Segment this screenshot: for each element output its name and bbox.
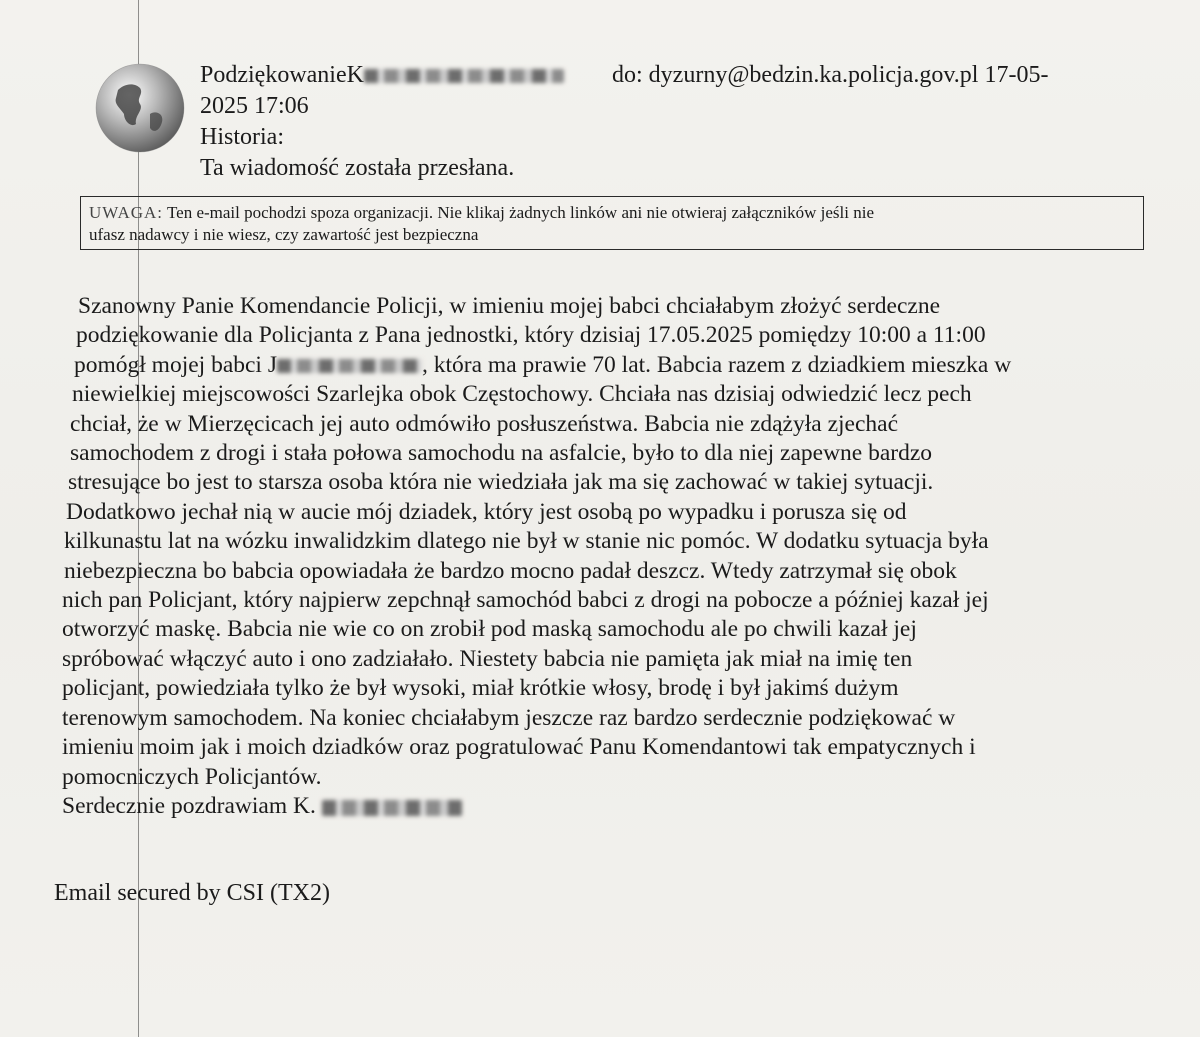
email-datetime: 2025 17:06 <box>200 93 309 119</box>
body-line: niebezpieczna bo babcia opowiadała że bardzo mocno padał deszcz. Wtedy zatrzymał się obok <box>64 557 957 584</box>
redacted-name <box>364 69 564 83</box>
signature-line: Serdecznie pozdrawiam K. <box>62 792 1172 821</box>
email-header <box>200 60 1140 184</box>
redacted-name <box>277 359 422 373</box>
body-line: pomógł mojej babci J , która ma prawie 70 lat. Babcia razem z dziadkiem mieszka w <box>74 351 1012 378</box>
body-line: terenowym samochodem. Na koniec chciałabym jeszcze raz bardzo serdecznie podziękować w <box>62 704 956 731</box>
email-footer: Email secured by CSI (TX2) <box>54 880 330 906</box>
body-line: imieniu moim jak i moich dziadków oraz pogratulować Panu Komendantowi tak empatycznych i <box>62 734 976 761</box>
forward-note: Ta wiadomość została przesłana. <box>200 155 515 181</box>
globe-icon <box>90 58 190 158</box>
email-subject: PodziękowanieK <box>200 62 364 88</box>
history-label: Historia: <box>200 124 284 150</box>
external-email-warning <box>80 196 1144 250</box>
body-line: samochodem z drogi i stała połowa samochodu na asfalcie, było to dla niej zapewne bardzo <box>70 440 933 467</box>
email-recipient: do: dyzurny@bedzin.ka.policja.gov.pl 17-05- <box>612 62 1049 88</box>
body-line: pomocniczych Policjantów. <box>62 763 322 790</box>
warning-line-2: ufasz nadawcy i nie wiesz, czy zawartość jest bezpieczna <box>89 225 479 244</box>
redacted-name <box>322 800 462 816</box>
body-line: niewielkiej miejscowości Szarlejka obok Częstochowy. Chciała nas dzisiaj odwiedzić lecz pech <box>72 381 972 408</box>
body-line: chciał, że w Mierzęcicach jej auto odmówiło posłuszeństwa. Babcia nie zdążyła zjechać <box>70 410 898 437</box>
body-line: Dodatkowo jechał nią w aucie mój dziadek, który jest osobą po wypadku i porusza się od <box>66 498 907 525</box>
body-line: stresujące bo jest to starsza osoba która nie wiedziała jak ma się zachować w takiej sytuacji. <box>68 469 934 496</box>
body-line: kilkunastu lat na wózku inwalidzkim dlatego nie był w stanie nic pomóc. W dodatku sytuacja była <box>64 528 989 555</box>
body-line: podziękowanie dla Policjanta z Pana jednostki, który dzisiaj 17.05.2025 pomiędzy 10:00 a 11:00 <box>76 322 986 349</box>
warning-line-1: Ten e-mail pochodzi spoza organizacji. Nie klikaj żadnych linków ani nie otwieraj załączników jeśli nie <box>166 203 874 222</box>
body-line: spróbować włączyć auto i ono zadziałało. Niestety babcia nie pamięta jak miał na imię ten <box>62 645 913 672</box>
body-line: policjant, powiedziała tylko że był wysoki, miał krótkie włosy, brodę i był jakimś dużym <box>62 675 899 702</box>
letter-body <box>62 292 1172 821</box>
body-line: Szanowny Panie Komendancie Policji, w imieniu mojej babci chciałabym złożyć serdeczne <box>78 293 941 319</box>
body-line: otworzyć maskę. Babcia nie wie co on zrobił pod maską samochodu ale po chwili kazał jej <box>62 616 917 643</box>
warning-tag: UWAGA: <box>89 203 163 222</box>
body-line: nich pan Policjant, który najpierw zepchnął samochód babci z drogi na pobocze a później kazał jej <box>62 587 989 614</box>
